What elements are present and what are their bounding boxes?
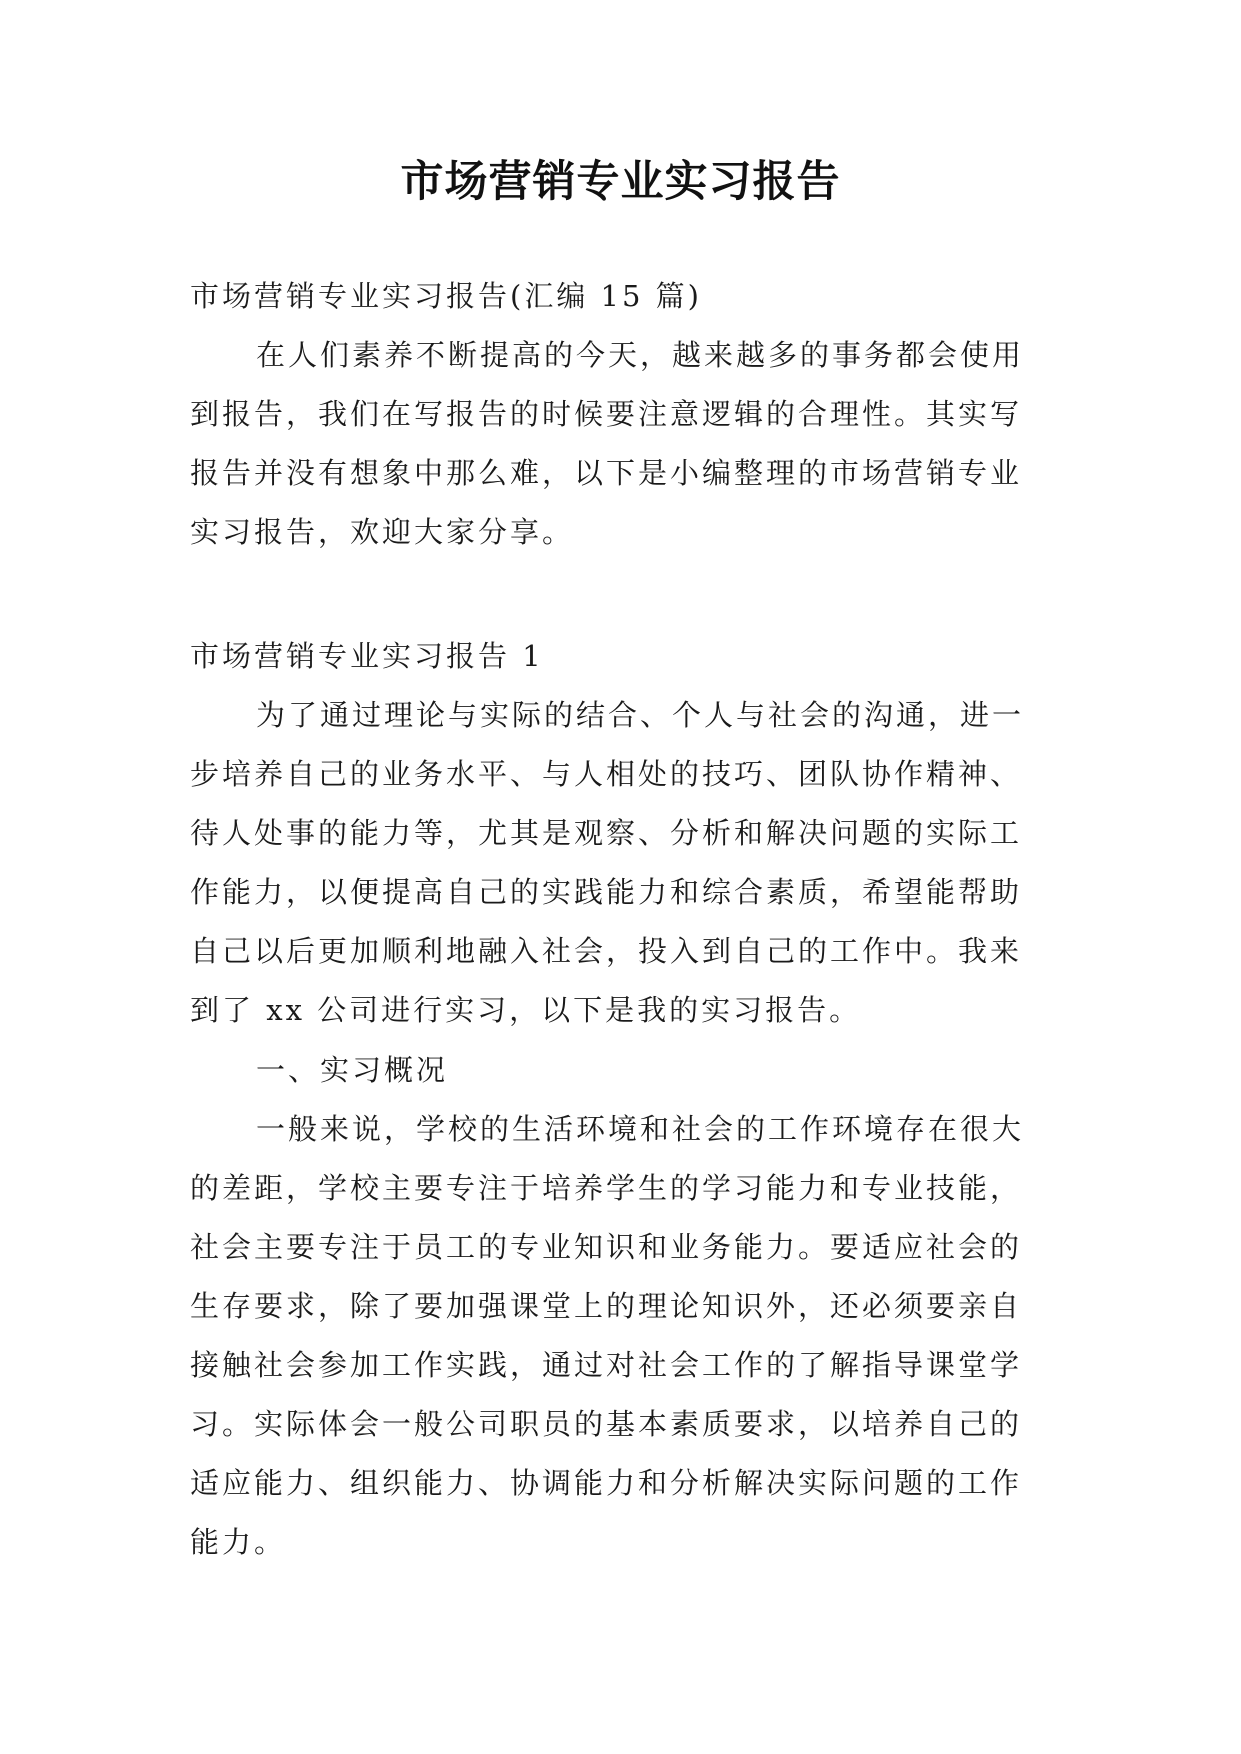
section-line: 待人处事的能力等，尤其是观察、分析和解决问题的实际工: [190, 816, 1023, 850]
overview-line: 接触社会参加工作实践，通过对社会工作的了解指导课堂学: [190, 1348, 1023, 1382]
document-title: 市场营销专业实习报告: [400, 157, 841, 207]
intro-line: 在人们素养不断提高的今天，越来越多的事务都会使用: [256, 338, 1025, 372]
overview-paragraph: [190, 1100, 1060, 1572]
overview-line: 适应能力、组织能力、协调能力和分析解决实际问题的工作: [190, 1466, 1023, 1500]
intro-line: 报告并没有想象中那么难，以下是小编整理的市场营销专业: [190, 456, 1023, 490]
section-line: 作能力，以便提高自己的实践能力和综合素质，希望能帮助: [190, 875, 1023, 909]
overview-line: 习。实际体会一般公司职员的基本素质要求，以培养自己的: [190, 1407, 1023, 1441]
section-heading: 一、实习概况: [256, 1053, 449, 1087]
overview-line: 的差距，学校主要专注于培养学生的学习能力和专业技能，: [190, 1171, 1023, 1205]
overview-line: 能力。: [190, 1525, 287, 1559]
overview-line: 一般来说，学校的生活环境和社会的工作环境存在很大: [256, 1112, 1025, 1146]
section-line: 自己以后更加顺利地融入社会，投入到自己的工作中。我来: [190, 934, 1023, 968]
intro-line: 到报告，我们在写报告的时候要注意逻辑的合理性。其实写: [190, 397, 1023, 431]
section-line: 为了通过理论与实际的结合、个人与社会的沟通，进一: [256, 698, 1025, 732]
overview-line: 社会主要专注于员工的专业知识和业务能力。要适应社会的: [190, 1230, 1023, 1264]
section-line: 步培养自己的业务水平、与人相处的技巧、团队协作精神、: [190, 757, 1023, 791]
intro-line: 实习报告，欢迎大家分享。: [190, 515, 575, 549]
intro-paragraph: [190, 326, 1060, 562]
section-title: 市场营销专业实习报告 1: [190, 639, 544, 673]
document-subtitle: 市场营销专业实习报告(汇编 15 篇): [190, 279, 702, 313]
section-title-block: [190, 627, 1060, 686]
overview-line: 生存要求，除了要加强课堂上的理论知识外，还必须要亲自: [190, 1289, 1023, 1323]
section-paragraph: [190, 686, 1060, 1040]
section-line: 到了 xx 公司进行实习，以下是我的实习报告。: [190, 993, 862, 1027]
heading-block: [190, 1041, 1060, 1100]
subtitle-block: [190, 267, 1060, 326]
